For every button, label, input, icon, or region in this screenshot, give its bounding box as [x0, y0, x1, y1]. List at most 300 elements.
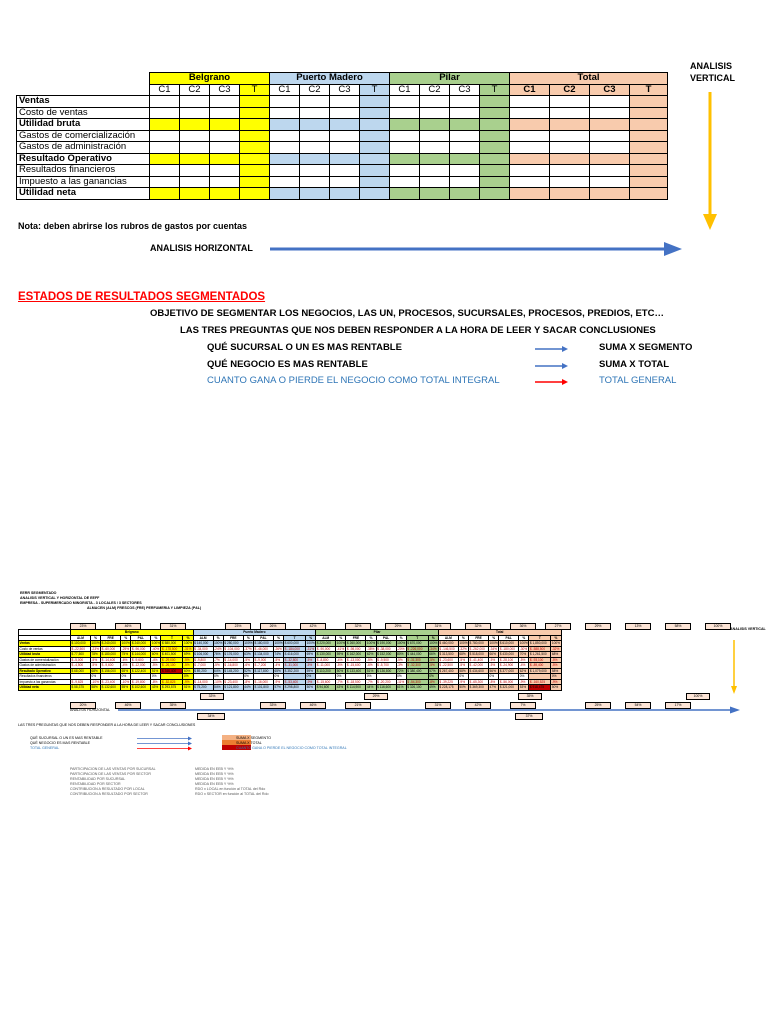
mini-cell: -9% [306, 679, 316, 685]
table-cell [150, 96, 180, 108]
table-row [17, 188, 668, 200]
sub-t: T [480, 84, 510, 96]
mini-cell: $ 610,000 [499, 641, 519, 647]
mini-subheader: % [273, 635, 283, 641]
mini-cell: $ 313,500 [438, 652, 458, 658]
table-cell [630, 188, 668, 200]
mini-cell: $ 1,850,000 [529, 641, 551, 647]
question-1: QUÉ SUCURSAL O UN ES MAS RENTABLE [207, 342, 402, 353]
mini-row-label: Gastos de comercialización [19, 657, 71, 663]
mini-cell: -5% [213, 663, 223, 669]
mini-cell: -4% [273, 663, 283, 669]
mini-subheader: % [243, 635, 253, 641]
mini-subheader: T [529, 635, 551, 641]
mini-subheader: T [284, 635, 306, 641]
mini-pct-box: 46% [300, 702, 326, 709]
mini-cell: $ -5,000 [71, 657, 91, 663]
mini-legend-left: CONTRIBUCION A RESULTADO POR SECTOR [70, 792, 148, 796]
mini-cell: 69% [306, 652, 316, 658]
mini-cell: $ -65,300 [469, 679, 489, 685]
mini-cell: -8% [428, 679, 438, 685]
mini-subheader: P&L [499, 635, 519, 641]
segment-template-table [16, 72, 668, 200]
mini-cell: $ 101,800 [253, 685, 273, 691]
table-cell [390, 176, 420, 188]
mini-pct-box: 7% [510, 702, 536, 709]
mini-subheader: % [151, 635, 161, 641]
table-cell [240, 165, 270, 177]
mini-cell: 100% [429, 641, 438, 645]
analisis-vertical-label: ANALISIS VERTICAL [690, 61, 735, 83]
table-cell [180, 130, 210, 142]
mini-cell: $ 326,100 [406, 685, 428, 691]
table-cell [630, 142, 668, 154]
mini-question-3: TOTAL GENERAL [30, 746, 60, 750]
row-label: Resultados financieros [17, 165, 150, 177]
mini-cell: -7% [336, 679, 346, 685]
sub-c3: C3 [210, 84, 240, 96]
table-cell [590, 142, 630, 154]
mini-cell: 64% [213, 668, 223, 674]
table-row [17, 107, 668, 119]
table-cell [420, 130, 450, 142]
table-cell [180, 153, 210, 165]
table-cell [210, 153, 240, 165]
mini-subheader: % [336, 635, 346, 641]
mini-cell: 78% [91, 652, 101, 658]
mini-cell: $ -24,900 [499, 663, 519, 669]
mini-cell: $ 94,600 [316, 685, 336, 691]
mini-cell: $ 321,000 [499, 685, 519, 691]
table-cell [180, 107, 210, 119]
mini-cell: $ -22,500 [438, 663, 458, 669]
table-cell [300, 165, 330, 177]
mini-subheader: % [366, 635, 376, 641]
mini-cell: $ 780,000 [469, 641, 489, 647]
mini-cell: $ 130,000 [316, 652, 336, 658]
mini-cell: $ -34,000 [193, 646, 213, 652]
table-cell [180, 142, 210, 154]
mini-cell: 76% [213, 652, 223, 658]
mini-cell: -5% [91, 663, 101, 669]
mini-pct-box: 46% [115, 702, 141, 709]
table-cell [550, 96, 590, 108]
table-cell [420, 119, 450, 131]
mini-cell: -26% [274, 646, 282, 651]
table-cell [210, 165, 240, 177]
mini-subheader: % [306, 635, 316, 641]
question-2: QUÉ NEGOCIO ES MAS RENTABLE [207, 359, 368, 370]
mini-subheader: ALM [316, 635, 336, 641]
note-text: Nota: deben abrirse los rubros de gastos por cuentas [18, 221, 248, 231]
mini-legend-left: PARTICIPACION DE LAS VENTAS POR SUCURSAL [70, 767, 156, 771]
row-label: Resultado Operativo [17, 153, 150, 165]
mini-cell: $ 121,800 [223, 685, 243, 691]
mini-cell: 65% [273, 668, 283, 674]
sub-c1: C1 [270, 84, 300, 96]
table-cell [300, 153, 330, 165]
mini-cell: $ 75,200 [193, 685, 213, 691]
mini-cell: 0% [428, 674, 438, 680]
table-cell [270, 107, 300, 119]
table-cell [420, 176, 450, 188]
mini-cell: $ -5,700 [376, 663, 396, 669]
table-cell [330, 130, 360, 142]
mini-cell: $ -104,000 [223, 646, 243, 652]
mini-cell: -34% [489, 646, 497, 651]
mini-cell: 58% [91, 685, 101, 691]
mini-cell: $ -588,500 [529, 646, 551, 652]
table-cell [510, 107, 550, 119]
table-cell [360, 96, 390, 108]
mini-cell: $ -9,600 [101, 663, 121, 669]
mini-cell: $ -7,200 [253, 663, 273, 669]
mini-cell: 60% [151, 652, 161, 658]
mini-cell: -20% [397, 646, 405, 651]
table-cell [210, 107, 240, 119]
mini-cell: $ -9,800 [193, 657, 213, 663]
mini-pct-box: 36% [510, 623, 536, 630]
table-cell [630, 96, 668, 108]
mini-cell: $ -31,300 [406, 657, 428, 663]
mini-cell: 52% [243, 668, 253, 674]
mini-cell: 44% [366, 685, 376, 691]
mini-cell: $ 106,000 [193, 652, 213, 658]
mini-cell: -6% [121, 657, 131, 663]
table-cell [510, 119, 550, 131]
mini-cell: $ 220,000 [316, 641, 336, 647]
group-puerto-madero: Puerto Madero [270, 73, 390, 85]
mini-cell: $ 240,000 [101, 641, 121, 647]
mini-cell: $ -180,000 [499, 646, 519, 652]
mini-cell: 100% [489, 641, 498, 645]
table-cell [240, 130, 270, 142]
mini-cell: 58% [458, 668, 468, 674]
table-cell [420, 142, 450, 154]
mini-cell: $ 444,000 [406, 652, 428, 658]
mini-cell: 68% [458, 652, 468, 658]
table-cell [590, 165, 630, 177]
mini-pct-box: 31% [425, 702, 451, 709]
mini-cell: 60% [183, 668, 193, 674]
mini-answer-3: CUANTO GANA O PIERDE EL NEGOCIO COMO TOTAL INTEGRAL [236, 746, 347, 750]
table-cell [330, 153, 360, 165]
mini-legend-right: MEDIDA EN EEB Y %% [195, 782, 234, 786]
table-cell [150, 176, 180, 188]
answer-2: SUMA X TOTAL [599, 359, 670, 370]
mini-cell: $ -11,000 [316, 663, 336, 669]
mini-cell: $ -31,000 [284, 663, 306, 669]
table-cell [240, 188, 270, 200]
mini-cell: $ 260,000 [346, 641, 366, 647]
top-table-body [17, 96, 668, 200]
table-cell [360, 142, 390, 154]
mini-cell: 0% [213, 674, 223, 680]
mini-cell: $ 228,175 [438, 685, 458, 691]
mini-cell: -25% [121, 646, 130, 651]
question-3: CUANTO GANA O PIERDE EL NEGOCIO COMO TOTAL INTEGRAL [207, 375, 500, 386]
table-cell [420, 96, 450, 108]
table-cell [630, 107, 668, 119]
mini-cell: $ -32,300 [406, 663, 428, 669]
mini-cell: 100% [459, 641, 468, 645]
mini-cell: $ 180,000 [253, 641, 273, 647]
mini-cell: $ 100,000 [71, 641, 91, 647]
mini-cell: $ 346,400 [161, 668, 183, 674]
mini-cell: $ 240,000 [131, 641, 151, 647]
sub-c2: C2 [300, 84, 330, 96]
mini-cell: $ -32,800 [284, 657, 306, 663]
table-cell [330, 188, 360, 200]
mini-cell: $ 89,200 [193, 668, 213, 674]
table-cell [300, 188, 330, 200]
mini-cell: -6% [366, 663, 376, 669]
sub-c3: C3 [450, 84, 480, 96]
subheader-row [17, 84, 668, 96]
mini-subheader: % [396, 635, 406, 641]
mini-cell: -5% [519, 657, 529, 663]
mini-legend-left: RENTABILIDAD POR SECTOR [70, 782, 121, 786]
arrow-right-icon [535, 377, 569, 387]
mini-cell: $ -90,000 [316, 646, 336, 652]
mini-subheader: % [428, 635, 438, 641]
mini-cell: -32% [459, 646, 467, 651]
mini-pct-box: 29% [385, 623, 411, 630]
mini-cell: 0% [306, 674, 316, 680]
analisis-horizontal-label: ANALISIS HORIZONTAL [150, 243, 253, 253]
mini-cell: 43% [151, 685, 161, 691]
mini-cell: $ 518,000 [469, 652, 489, 658]
table-cell [590, 188, 630, 200]
table-cell [150, 107, 180, 119]
mini-subheader: P&L [253, 635, 273, 641]
table-cell [630, 119, 668, 131]
table-cell [330, 165, 360, 177]
table-cell [300, 96, 330, 108]
mini-legend-right: MEDIDA EN EEB Y %% [195, 772, 234, 776]
mini-cell: $ 380,400 [406, 668, 428, 674]
table-cell [240, 119, 270, 131]
mini-cell: 66% [489, 652, 499, 658]
table-cell [390, 130, 420, 142]
mini-cell: 50% [458, 685, 468, 691]
mini-cell: 50% [551, 685, 561, 691]
mini-row-label: Gastos de administración [19, 663, 71, 669]
mini-cell: $ 401,500 [161, 652, 183, 658]
mini-cell: 100% [306, 641, 315, 645]
table-cell [480, 142, 510, 154]
mini-cell: -30% [519, 646, 528, 651]
table-cell [480, 96, 510, 108]
mini-cell: $ -52,825 [161, 679, 183, 685]
table-cell [550, 176, 590, 188]
mini-cell: -38% [366, 646, 375, 651]
mini-pct-box: 26% [260, 623, 286, 630]
table-cell [300, 119, 330, 131]
mini-cell: -37% [244, 646, 252, 651]
row-label: Costo de ventas [17, 107, 150, 119]
mini-cell: $ 117,800 [253, 668, 273, 674]
mini-cell: $ 132,600 [101, 685, 121, 691]
mini-cell: $ -46,000 [253, 646, 273, 652]
mini-cell: 61% [396, 685, 406, 691]
sub-c1: C1 [390, 84, 420, 96]
table-cell [240, 96, 270, 108]
mini-cell: 100% [214, 641, 223, 645]
table-cell [300, 107, 330, 119]
table-cell [150, 142, 180, 154]
table-cell [300, 176, 330, 188]
table-cell [390, 119, 420, 131]
mini-cell: $ -16,000 [253, 679, 273, 685]
mini-pct-box: 27% [545, 623, 571, 630]
mini-cell: -8% [489, 679, 499, 685]
mini-cell: $ 110,200 [316, 668, 336, 674]
table-cell [150, 188, 180, 200]
mini-legend-left: PARTICIPACION DE LAS VENTAS POR SECTOR [70, 772, 151, 776]
table-cell [450, 119, 480, 131]
table-cell [450, 176, 480, 188]
mini-cell: $ -23,400 [223, 679, 243, 685]
mini-row-label: Costo de ventas [19, 646, 71, 652]
table-cell [360, 165, 390, 177]
table-cell [450, 153, 480, 165]
mini-cell: 0% [273, 674, 283, 680]
mini-subheader: FRE [223, 635, 243, 641]
table-cell [270, 153, 300, 165]
mini-cell: 0% [336, 674, 346, 680]
mini-subheader: ALM [193, 635, 213, 641]
mini-row-label: Utilidad bruta [19, 652, 71, 658]
mini-cell: -8% [243, 679, 253, 685]
mini-cell: $ -39,225 [438, 679, 458, 685]
table-cell [420, 107, 450, 119]
mini-pct-box: 29% [585, 623, 611, 630]
table-cell [420, 153, 450, 165]
mini-cell: 57% [273, 685, 283, 691]
section-title: ESTADOS DE RESULTADOS SEGMENTADOS [18, 291, 266, 303]
mini-cell: $ 1,261,500 [529, 652, 551, 658]
mini-cell: $ 145,200 [223, 668, 243, 674]
mini-cell: 0% [151, 674, 161, 680]
table-cell [180, 119, 210, 131]
mini-cell: -5% [428, 657, 438, 663]
mini-pct-box: 23% [225, 623, 251, 630]
mini-subheader: % [183, 635, 193, 641]
mini-cell: 51% [151, 668, 161, 674]
table-cell [550, 107, 590, 119]
mini-pct-box: 17% [665, 702, 691, 709]
table-cell [550, 142, 590, 154]
mini-question-2: QUÉ NEGOCIO ES MAS RENTABLE [30, 741, 91, 745]
mini-cell: $ -178,500 [161, 646, 183, 652]
mini-row-label: Resultado Operativo [19, 668, 71, 674]
mini-cell: $ 162,000 [346, 652, 366, 658]
table-cell [210, 142, 240, 154]
mini-cell: -7% [366, 679, 376, 685]
mini-question-1: QUÉ SUCURSAL O UN ES MAS RENTABLE [30, 736, 103, 740]
mini-cell: 74% [273, 652, 283, 658]
table-row [17, 142, 668, 154]
table-cell [550, 188, 590, 200]
mini-cell: $ 430,000 [499, 652, 519, 658]
mini-cell: $ 136,800 [376, 668, 396, 674]
table-cell [360, 176, 390, 188]
mini-pct-box: 33% [260, 702, 286, 709]
mini-cell: -3% [396, 663, 406, 669]
table-cell [390, 96, 420, 108]
table-row [17, 176, 668, 188]
sub-t: T [240, 84, 270, 96]
table-cell [450, 188, 480, 200]
table-cell [330, 119, 360, 131]
mini-cell: $ 298,800 [284, 685, 306, 691]
mini-three-questions: LAS TRES PREGUNTAS QUE NOS DEBEN RESPONDER A LA HORA DE LEER Y SACAR CONCLUSIONES [18, 723, 196, 727]
mini-cell: 0% [366, 674, 376, 680]
mini-cell: -4% [121, 663, 131, 669]
table-cell [510, 130, 550, 142]
mini-cell: -6% [243, 663, 253, 669]
table-cell [150, 153, 180, 165]
mini-cell: $ -15,600 [346, 663, 366, 669]
group-total: Total [510, 73, 668, 85]
table-cell [590, 119, 630, 131]
table-cell [240, 142, 270, 154]
mini-cell: 100% [274, 641, 283, 645]
mini-cell: $ 280,000 [223, 641, 243, 647]
table-cell [630, 153, 668, 165]
table-cell [450, 96, 480, 108]
mini-cell: $ 133,400 [346, 668, 366, 674]
mini-pct-box: 32% [345, 623, 371, 630]
mini-cell: $ -22,500 [71, 646, 91, 652]
mini-cell: -5% [183, 663, 193, 669]
mini-pct-box: 13% [625, 623, 651, 630]
mini-cell: -10% [121, 679, 130, 684]
mini-cell: 0% [551, 674, 561, 680]
group-header-row [17, 73, 668, 85]
mini-cell: -11% [397, 679, 405, 684]
table-cell [270, 119, 300, 131]
mini-cell: 50% [336, 668, 346, 674]
mini-cell: 100% [551, 641, 560, 645]
table-cell [480, 188, 510, 200]
vertical-arrow-icon [700, 92, 720, 234]
mini-cell: $ 416,000 [284, 652, 306, 658]
mini-pct-box: 35% [518, 693, 542, 700]
mini-subheader: T [406, 635, 428, 641]
mini-cell: -9% [273, 679, 283, 685]
answer-3: TOTAL GENERAL [599, 375, 677, 386]
mini-cell: 65% [121, 668, 131, 674]
mini-cell: $ 267,400 [438, 668, 458, 674]
mini-legend-left: CONTRIBUCION A RESULTADO POR LOCAL [70, 787, 145, 791]
mini-subheader: FRE [469, 635, 489, 641]
table-cell [550, 130, 590, 142]
mini-cell: -5% [183, 657, 193, 663]
mini-cell: -5% [489, 663, 499, 669]
row-label: Impuesto a las ganancias [17, 176, 150, 188]
mini-cell: $ -38,000 [376, 646, 396, 652]
mini-vertical-arrow-icon [730, 640, 738, 695]
table-cell [240, 107, 270, 119]
table-cell [270, 142, 300, 154]
mini-cell: -4% [151, 657, 161, 663]
mini-cell: $ -4,500 [71, 663, 91, 669]
mini-cell: $ -29,000 [161, 657, 183, 663]
mini-cell: 66% [428, 652, 438, 658]
mini-cell: 58% [551, 668, 561, 674]
